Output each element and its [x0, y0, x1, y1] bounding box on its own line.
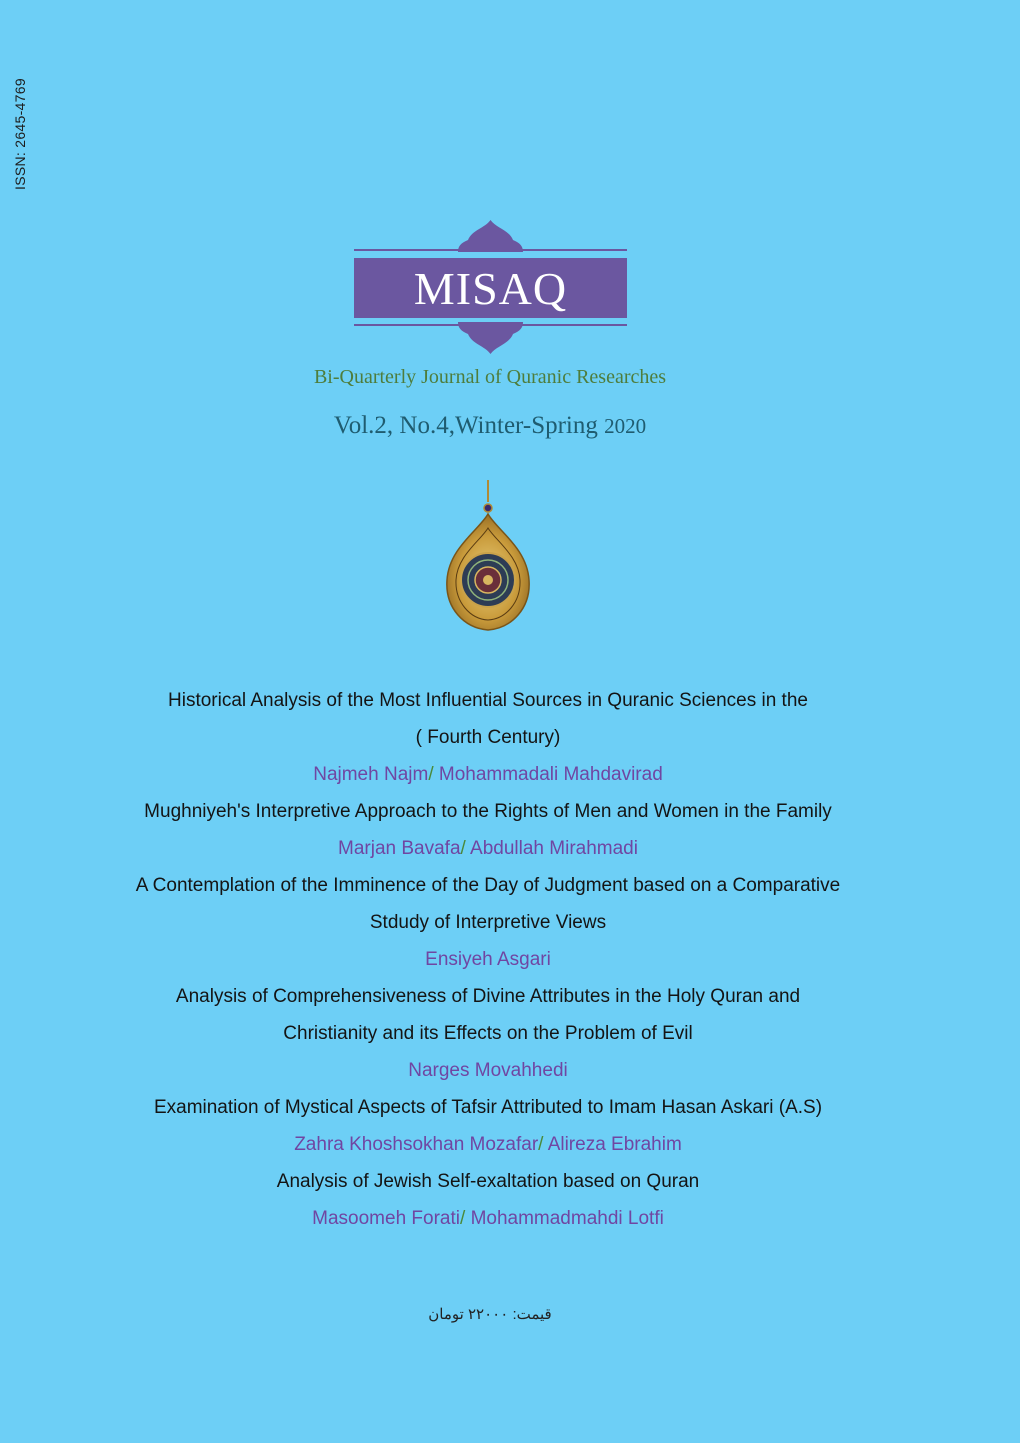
- article-entry: [60, 1089, 916, 1163]
- ornamental-medallion: [437, 480, 539, 635]
- author-name: Mohammadmahdi Lotfi: [470, 1208, 664, 1229]
- volume-text: Vol.2, No.4,Winter-Spring: [333, 412, 598, 439]
- article-title-line: A Contemplation of the Imminence of the Day of Judgment based on a Comparative: [135, 875, 841, 896]
- journal-subtitle: Bi-Quarterly Journal of Quranic Researches: [313, 366, 667, 388]
- author-name: Zahra Khoshsokhan Mozafar: [294, 1134, 539, 1155]
- article-authors: Najmeh Najm/ Mohammadali Mahdavirad: [313, 764, 663, 785]
- article-authors: [60, 1052, 916, 1089]
- issn-number: ISSN: 2645-4769: [12, 78, 28, 190]
- journal-title: MISAQ: [413, 263, 568, 314]
- author-name: Mohammadali Mahdavirad: [438, 764, 663, 785]
- article-title-line: Stdudy of Interpretive Views: [369, 912, 607, 933]
- article-authors: Zahra Khoshsokhan Mozafar/ Alireza Ebrahim: [294, 1134, 682, 1155]
- article-title-line: Analysis of Jewish Self-exaltation based on Quran: [276, 1171, 700, 1192]
- price-label: قیمت: ۲۲۰۰۰ تومان: [428, 1306, 552, 1323]
- author-name: Alireza Ebrahim: [547, 1134, 682, 1155]
- author-name: Narges Movahhedi: [408, 1060, 568, 1081]
- author-name: Marjan Bavafa: [338, 838, 461, 859]
- volume-year: 2020: [604, 414, 647, 438]
- article-title-line: Christianity and its Effects on the Problem of Evil: [283, 1023, 693, 1044]
- article-title-line: ( Fourth Century): [415, 727, 561, 748]
- article-title-line: Mughniyeh's Interpretive Approach to the Rights of Men and Women in the Family: [144, 801, 832, 822]
- article-title-line: Analysis of Comprehensiveness of Divine Attributes in the Holy Quran and: [175, 986, 801, 1007]
- author-name: Najmeh Najm: [313, 764, 429, 785]
- author-name: Masoomeh Forati: [312, 1208, 460, 1229]
- journal-logo: [354, 218, 627, 358]
- article-entry: [60, 682, 916, 793]
- table-of-contents: [60, 682, 916, 1237]
- article-authors: [60, 941, 916, 978]
- article-title-line: Examination of Mystical Aspects of Tafsir Attributed to Imam Hasan Askari (A.S): [153, 1097, 823, 1118]
- article-authors: Masoomeh Forati/ Mohammadmahdi Lotfi: [312, 1208, 664, 1229]
- volume-info: [0, 412, 980, 440]
- article-title-line: Historical Analysis of the Most Influential Sources in Quranic Sciences in the: [168, 690, 808, 711]
- author-name: Ensiyeh Asgari: [425, 949, 551, 970]
- article-entry: [60, 1163, 916, 1237]
- article-entry: [60, 793, 916, 867]
- article-entry: [60, 867, 916, 978]
- author-name: Abdullah Mirahmadi: [470, 838, 638, 859]
- article-entry: [60, 978, 916, 1089]
- article-authors: Marjan Bavafa/ Abdullah Mirahmadi: [338, 838, 638, 859]
